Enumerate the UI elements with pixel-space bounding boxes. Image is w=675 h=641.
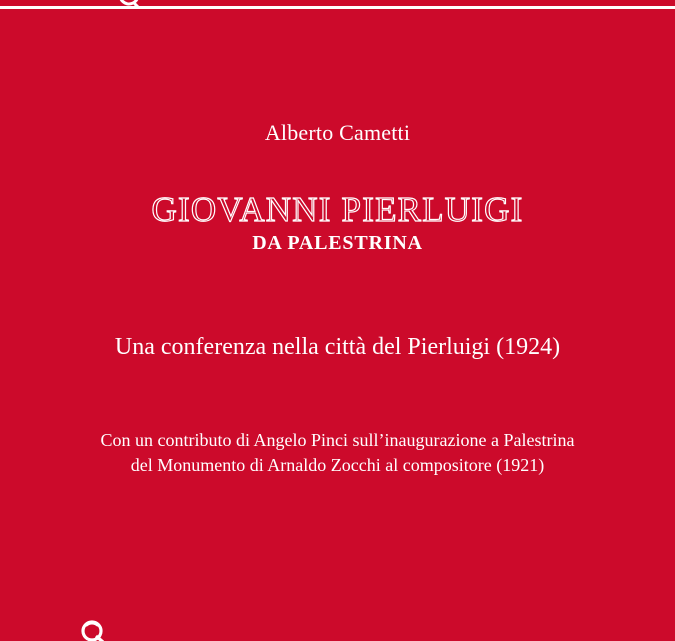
top-border	[0, 0, 675, 9]
publisher-mark-top-icon	[116, 0, 142, 6]
author-name: Alberto Cametti	[264, 120, 411, 145]
book-title: GIOVANNI PIERLUIGI	[151, 190, 524, 229]
contribution-note	[0, 428, 675, 478]
contribution-line-1: Con un contributo di Angelo Pinci sull’inaugurazione a Palestrina	[100, 430, 575, 450]
contribution-line-2: del Monumento di Arnaldo Zocchi al compositore (1921)	[130, 455, 545, 475]
book-tagline: Una conferenza nella città del Pierluigi (1924)	[114, 334, 561, 360]
publisher-logo-icon	[77, 618, 109, 641]
book-subtitle: DA PALESTRINA	[252, 232, 423, 254]
